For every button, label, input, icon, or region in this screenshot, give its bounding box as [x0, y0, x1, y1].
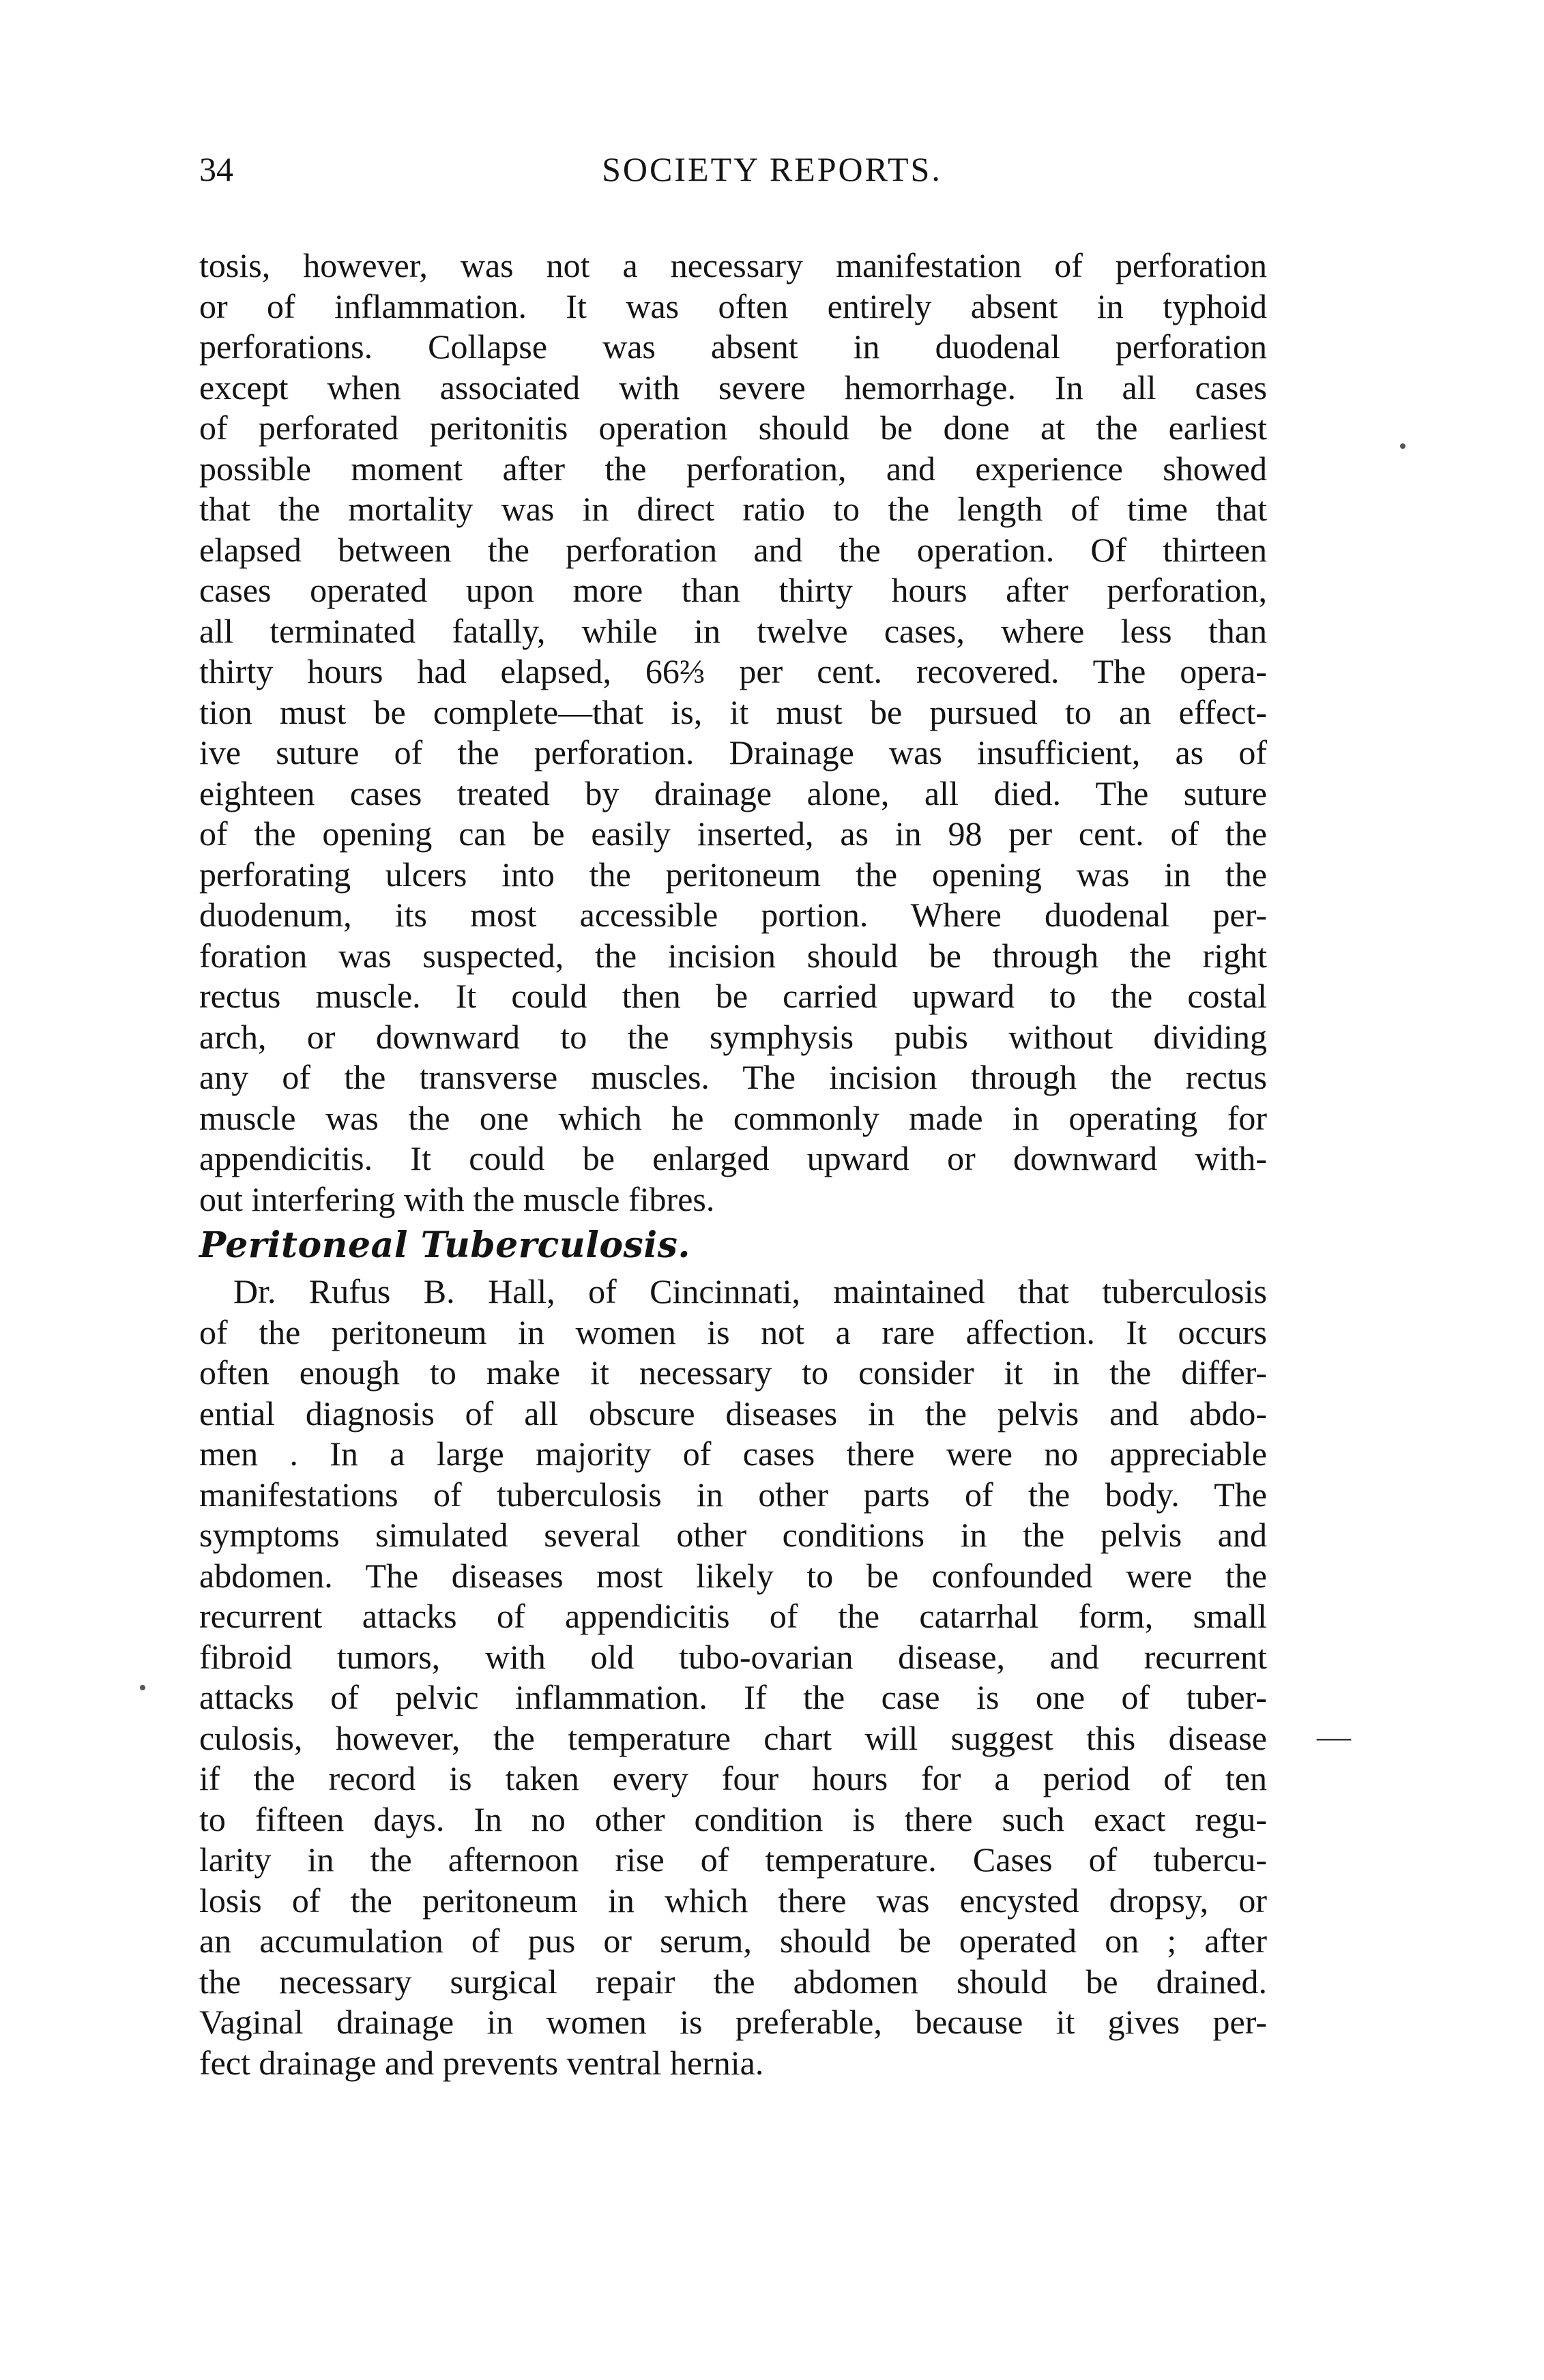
text-line: arch, or downward to the symphysis pubis without dividing — [199, 1017, 1267, 1056]
text-line: thirty hours had elapsed, 66⅔ per cent. recovered. The opera- — [199, 652, 1267, 690]
text-line: out interfering with the muscle fibres. — [199, 1179, 715, 1218]
text-line: larity in the afternoon rise of temperature. Cases of tubercu- — [199, 1840, 1267, 1879]
text-line: often enough to make it necessary to consider it in the differ- — [199, 1353, 1267, 1392]
text-line: men . In a large majority of cases there were no appreciable — [199, 1435, 1267, 1473]
text-line: rectus muscle. It could then be carried upward to the costal — [199, 977, 1267, 1015]
text-line: foration was suspected, the incision should be through the right — [199, 936, 1267, 975]
text-line: losis of the peritoneum in which there was encysted dropsy, or — [199, 1881, 1267, 1920]
text-line: tion must be complete—that is, it must be pursued to an effect- — [199, 692, 1267, 731]
text-line: culosis, however, the temperature chart will suggest this disease — [199, 1718, 1267, 1757]
text-line: all terminated fatally, while in twelve cases, where less than — [199, 611, 1267, 650]
text-line: abdomen. The diseases most likely to be confounded were the — [199, 1556, 1267, 1595]
margin-dash-mark: — — [1317, 1717, 1351, 1755]
text-line: tosis, however, was not a necessary manifestation of perforation — [199, 246, 1267, 284]
text-line: or of inflammation. It was often entirely absent in typhoid — [199, 287, 1267, 325]
text-line: perforations. Collapse was absent in duodenal perforation — [199, 327, 1267, 366]
margin-speck — [140, 1685, 145, 1690]
text-line: Vaginal drainage in women is preferable, because it gives per- — [199, 2003, 1267, 2041]
text-line: fect drainage and prevents ventral hernia. — [199, 2043, 764, 2082]
text-line: except when associated with severe hemorrhage. In all cases — [199, 368, 1267, 407]
text-line: attacks of pelvic inflammation. If the case is one of tuber- — [199, 1678, 1267, 1716]
text-line: manifestations of tuberculosis in other parts of the body. The — [199, 1475, 1267, 1514]
text-line: ive suture of the perforation. Drainage was insufficient, as of — [199, 733, 1267, 772]
text-line: an accumulation of pus or serum, should be operated on ; after — [199, 1922, 1267, 1960]
text-line: of the peritoneum in women is not a rare affection. It occurs — [199, 1312, 1267, 1351]
paragraph-peritoneal-tuberculosis — [199, 1272, 1267, 2083]
running-head: SOCIETY REPORTS. — [602, 150, 942, 188]
text-line: possible moment after the perforation, and experience showed — [199, 449, 1267, 488]
text-line: eighteen cases treated by drainage alone, all died. The suture — [199, 774, 1267, 812]
text-line: ential diagnosis of all obscure diseases in the pelvis and abdo- — [199, 1394, 1267, 1433]
text-line: fibroid tumors, with old tubo-ovarian disease, and recurrent — [199, 1637, 1267, 1676]
section-heading: Peritoneal Tuberculosis. — [199, 1224, 690, 1266]
paragraph-perforation-surgery — [199, 246, 1267, 1220]
text-line: the necessary surgical repair the abdomen should be drained. — [199, 1962, 1267, 2001]
text-line: duodenum, its most accessible portion. Where duodenal per- — [199, 896, 1267, 934]
text-line: cases operated upon more than thirty hours after perforation, — [199, 571, 1267, 609]
text-line: of perforated peritonitis operation should be done at the earliest — [199, 409, 1267, 447]
text-line: recurrent attacks of appendicitis of the catarrhal form, small — [199, 1597, 1267, 1635]
text-line: perforating ulcers into the peritoneum the opening was in the — [199, 855, 1267, 894]
text-line: that the mortality was in direct ratio to the length of time that — [199, 490, 1267, 528]
text-line: Dr. Rufus B. Hall, of Cincinnati, maintained that tuberculosis — [233, 1272, 1267, 1310]
text-line: if the record is taken every four hours for a period of ten — [199, 1759, 1267, 1797]
page-number: 34 — [199, 150, 233, 188]
text-line: of the opening can be easily inserted, as in 98 per cent. of the — [199, 814, 1267, 853]
text-line: appendicitis. It could be enlarged upward or downward with- — [199, 1139, 1267, 1177]
text-line: symptoms simulated several other conditions in the pelvis and — [199, 1516, 1267, 1554]
margin-speck — [1400, 443, 1405, 449]
text-line: elapsed between the perforation and the operation. Of thirteen — [199, 530, 1267, 569]
text-line: any of the transverse muscles. The incision through the rectus — [199, 1058, 1267, 1096]
text-line: to fifteen days. In no other condition is there such exact regu- — [199, 1799, 1267, 1838]
text-line: muscle was the one which he commonly made in operating for — [199, 1098, 1267, 1137]
